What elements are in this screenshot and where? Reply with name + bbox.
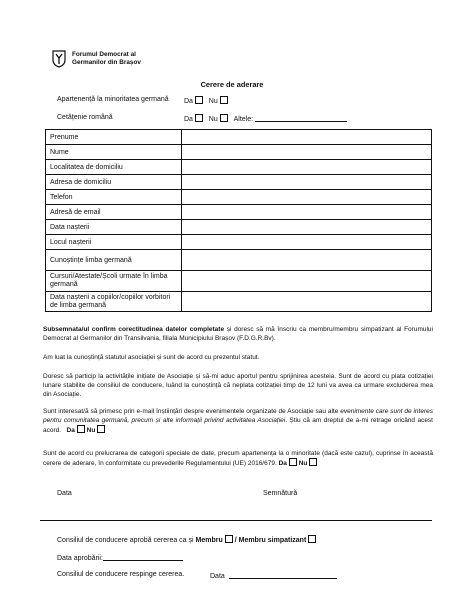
- form-row-label: Cursuri/Atestate/Școli urmate în limba germană: [46, 271, 182, 292]
- data-processing-yes-label: Da: [278, 460, 287, 468]
- form-row-input[interactable]: [182, 250, 432, 271]
- email-consent-text-a: Sunt interesat/ă să primesc prin e-mail înștiințări despre evenimentele organizate de Asociație sau alte: [43, 408, 341, 415]
- citizenship-no-label: Nu: [208, 116, 218, 123]
- minority-question-label: Apartenență la minoritatea germană: [57, 96, 169, 103]
- email-consent-no-checkbox[interactable]: [97, 425, 105, 433]
- approval-date-field[interactable]: [103, 553, 183, 561]
- personal-data-table: [45, 129, 432, 312]
- confirmation-text: și doresc să mă înscriu ca membru/membru simpatizant al Forumului Democrat al Germanilor din Transilvania, filiala Municipiului Brașov (F.D.G.R.Bv).: [43, 326, 433, 343]
- form-row-label: Locul nașterii: [46, 235, 182, 250]
- form-row: [46, 160, 432, 175]
- statute-paragraph: Am luat la cunoștință statutul asociației și sunt de acord cu prezentul statut.: [43, 354, 260, 361]
- form-row-label: Data nașterii: [46, 220, 182, 235]
- form-row-label: Prenume: [46, 130, 182, 145]
- reject-date-field[interactable]: [229, 571, 337, 579]
- member-separator: /: [232, 537, 239, 544]
- organization-name-line2: Germanilor din Brașov: [72, 58, 141, 66]
- member-option-label: Membru: [195, 537, 223, 544]
- date-label: Data: [57, 490, 72, 497]
- organization-name-line1: Forumul Democrat al: [72, 51, 136, 58]
- organization-name: [72, 51, 141, 66]
- form-row-input[interactable]: [182, 220, 432, 235]
- citizenship-yes-label: Da: [184, 116, 193, 123]
- minority-yes-label: Da: [184, 98, 193, 105]
- email-consent-yes-label: Da: [66, 427, 75, 435]
- form-row: [46, 145, 432, 160]
- confirmation-paragraph: [43, 325, 433, 343]
- citizenship-yes-checkbox[interactable]: [195, 114, 203, 122]
- form-row-label: Nume: [46, 145, 182, 160]
- form-row-label: Telefon: [46, 190, 182, 205]
- minority-no-label: Nu: [208, 98, 218, 105]
- citizenship-question-label: Cetățenie română: [57, 114, 113, 121]
- page-title: Cerere de aderare: [200, 80, 264, 89]
- form-row: [46, 271, 432, 292]
- form-row-label: Adresă de email: [46, 205, 182, 220]
- citizenship-other-label: Altele:: [233, 116, 254, 123]
- organization-logo-icon: [52, 50, 66, 68]
- form-row: [46, 292, 432, 312]
- form-row: [46, 250, 432, 271]
- email-consent-text-b: . Știu că am dreptul de a-mi retrage oricând acest acord.: [43, 417, 433, 435]
- data-processing-yes-checkbox[interactable]: [289, 458, 297, 466]
- form-row-input[interactable]: [182, 205, 432, 220]
- form-row: [46, 220, 432, 235]
- council-approval-text: Consiliul de conducere aprobă cererea ca și: [57, 537, 196, 544]
- form-row: [46, 235, 432, 250]
- data-processing-no-checkbox[interactable]: [309, 458, 317, 466]
- form-row: [46, 190, 432, 205]
- email-consent-paragraph: [43, 407, 433, 435]
- citizenship-other-field[interactable]: [255, 114, 347, 122]
- form-row-input[interactable]: [182, 271, 432, 292]
- form-row-input[interactable]: [182, 190, 432, 205]
- data-processing-paragraph: [43, 449, 433, 468]
- form-row-input[interactable]: [182, 160, 432, 175]
- reject-date-line: [210, 571, 337, 580]
- member-checkbox[interactable]: [225, 535, 233, 543]
- citizenship-no-checkbox[interactable]: [220, 114, 228, 122]
- section-divider: [40, 520, 432, 521]
- form-row-label: Cunoștințe limba germană: [46, 250, 182, 271]
- approval-date-line: [57, 553, 183, 562]
- signature-label: Semnătură: [263, 490, 298, 497]
- minority-yes-checkbox[interactable]: [195, 96, 203, 104]
- reject-date-label: Data: [210, 573, 225, 580]
- data-processing-no-label: Nu: [298, 460, 308, 468]
- email-consent-no-label: Nu: [86, 427, 96, 435]
- form-row-label: Localitatea de domiciliu: [46, 160, 182, 175]
- minority-answer-group: [184, 96, 228, 105]
- form-row-input[interactable]: [182, 130, 432, 145]
- form-row-input[interactable]: [182, 175, 432, 190]
- citizenship-answer-group: [184, 114, 347, 123]
- form-row-label: Adresa de domiciliu: [46, 175, 182, 190]
- form-row: [46, 130, 432, 145]
- council-reject-text: Consiliul de conducere respinge cererea.: [57, 571, 185, 578]
- minority-no-checkbox[interactable]: [220, 96, 228, 104]
- approval-date-label: Data aprobării:: [57, 555, 103, 562]
- email-consent-yes-checkbox[interactable]: [77, 425, 85, 433]
- form-row-input[interactable]: [182, 145, 432, 160]
- form-row-input[interactable]: [182, 292, 432, 312]
- form-row: [46, 205, 432, 220]
- form-row-label: Data nașterii a copiilor/copiilor vorbitori de limba germană: [46, 292, 182, 312]
- participation-paragraph: Doresc să particip la activitățile inițiate de Asociație și să-mi aduc aportul pentru sprijinirea acesteia. Sunt de acord cu plata cotizației lunare stabilite de consiliul de conducere, luând la cunoștință că neplata cotizației timp de 12 luni va avea ca urmare excluderea mea din Asociație.: [43, 373, 433, 399]
- form-row-input[interactable]: [182, 235, 432, 250]
- council-approval-line: [57, 535, 316, 544]
- form-row: [46, 175, 432, 190]
- sympathizer-checkbox[interactable]: [308, 535, 316, 543]
- sympathizer-option-label: Membru simpatizant: [238, 537, 307, 544]
- data-processing-text: Sunt de acord cu prelucrarea de categorii speciale de date, precum apartenența la o minoritate (dacă este cazul), cuprinse în această cerere de aderare, în conformitate cu prevederile Regulamentului (UE) 2016/679.: [43, 450, 433, 468]
- email-consent-italic-text: evenimente care sunt de interes pentru comunitatea germană, precum și alte informații privind activitatea Asociației: [43, 408, 433, 425]
- confirmation-bold-text: Subsemnata/ul confirm corectitudinea datelor completate: [43, 326, 225, 333]
